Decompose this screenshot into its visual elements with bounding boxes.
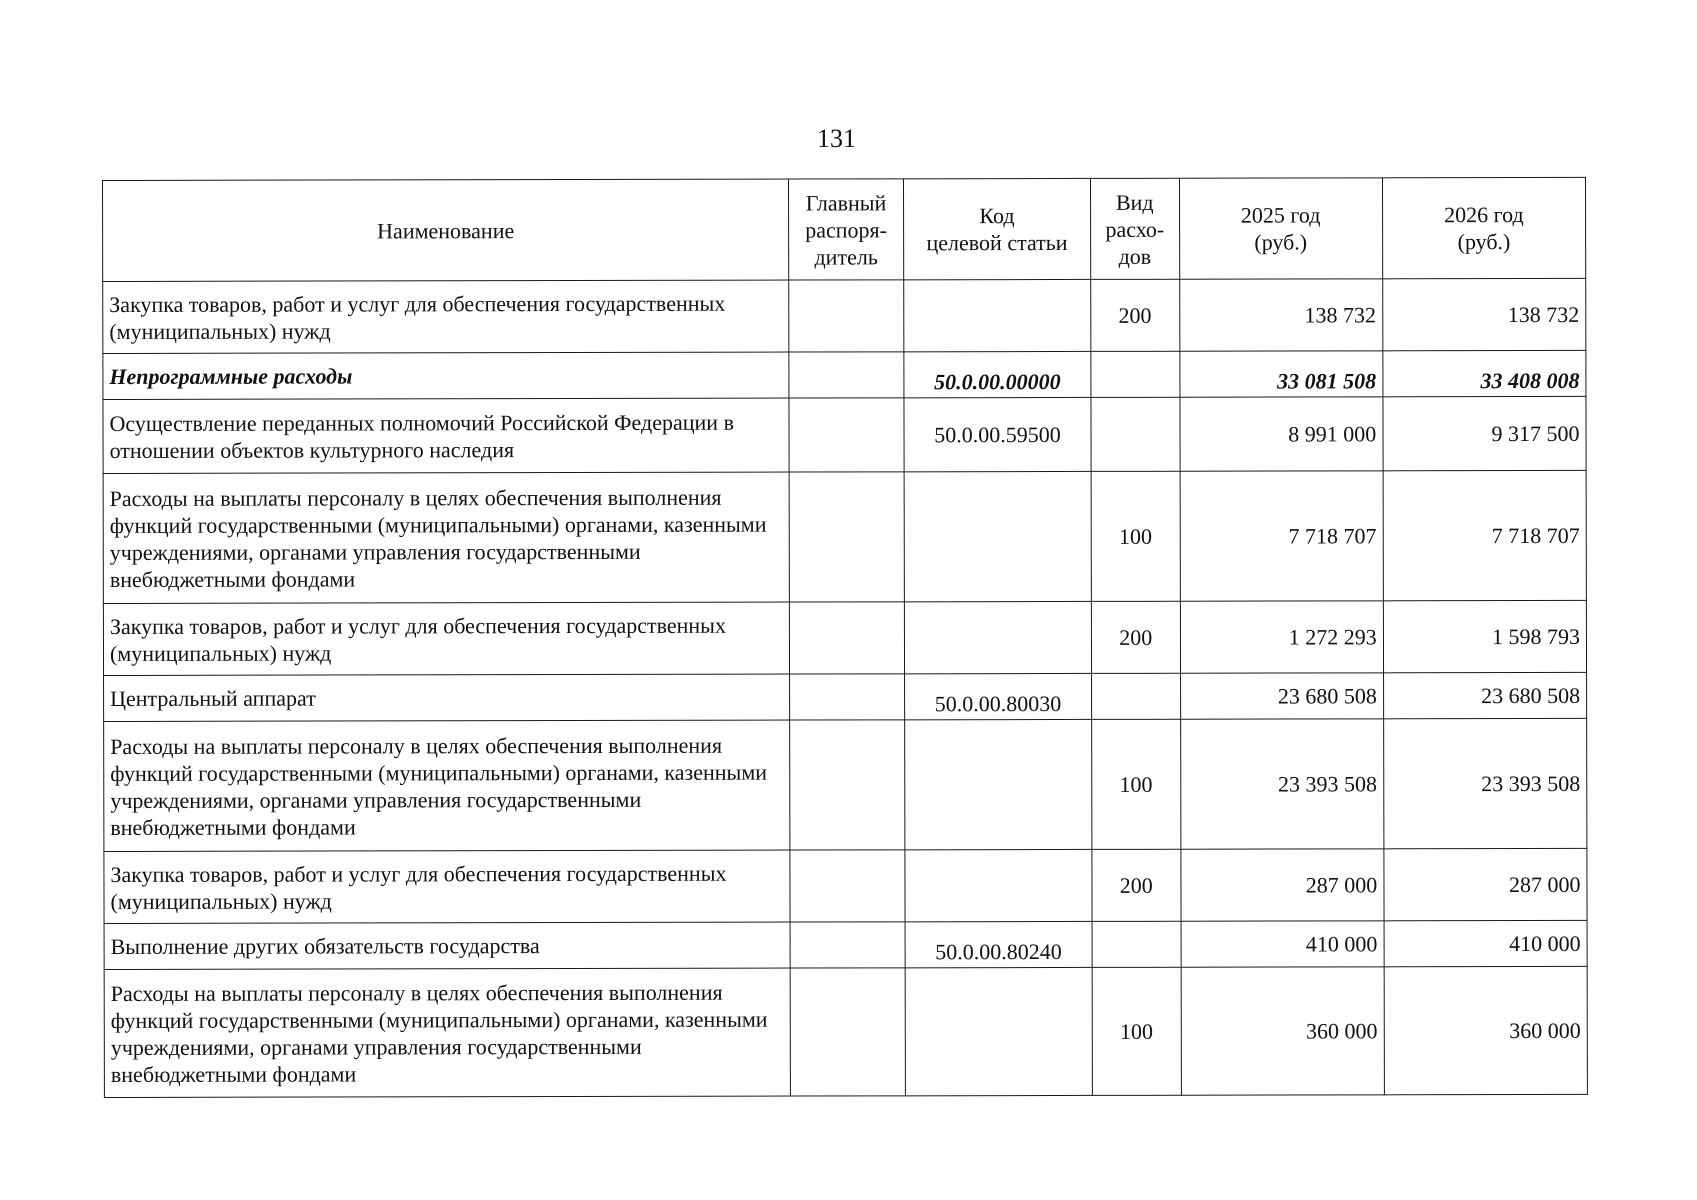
row-chief [789,398,904,472]
row-2025: 360 000 [1181,967,1384,1095]
row-name: Закупка товаров, работ и услуг для обеспечения государственных (муниципальных) нужд [104,850,790,923]
row-2026: 138 732 [1382,278,1585,350]
row-chief [789,472,904,602]
row-2025: 287 000 [1180,849,1383,921]
row-kind: 200 [1092,849,1181,921]
row-2026: 410 000 [1384,920,1587,966]
table-row [103,470,1586,603]
row-name: Закупка товаров, работ и услуг для обеспечения государственных (муниципальных) нужд [103,602,789,675]
row-code: 50.0.00.00000 [904,351,1091,397]
row-kind: 100 [1091,471,1180,601]
row-kind: 100 [1092,719,1181,849]
table-row [104,848,1587,923]
table-row-section [103,350,1586,399]
header-kind: Вид расхо- дов [1090,178,1179,279]
row-2026: 9 317 500 [1383,396,1586,470]
row-kind [1091,351,1180,397]
row-code: 50.0.00.80030 [904,673,1091,719]
row-code [904,279,1091,351]
table-row [104,718,1587,851]
row-chief [790,850,905,922]
row-kind [1092,921,1181,967]
row-code [905,967,1092,1095]
row-kind: 100 [1092,967,1181,1095]
row-2025: 138 732 [1179,279,1382,351]
row-2026: 23 393 508 [1383,718,1587,848]
row-kind [1091,397,1180,471]
row-chief [790,720,905,850]
row-2026: 33 408 008 [1383,350,1586,396]
row-2025: 410 000 [1181,921,1384,967]
row-2026: 287 000 [1384,848,1587,920]
budget-table [102,177,1588,1098]
row-chief [790,602,905,674]
header-chief: Главный распоря- дитель [789,179,904,280]
row-2026: 7 718 707 [1383,470,1587,600]
table-row [103,600,1586,675]
row-name: Непрограммные расходы [103,352,789,399]
table-row [104,672,1587,721]
header-code: Код целевой статьи [903,178,1090,279]
row-chief [789,280,904,352]
row-2026: 360 000 [1384,966,1588,1094]
page-number: 131 [817,124,856,153]
row-2025: 8 991 000 [1179,397,1382,471]
row-name: Осуществление переданных полномочий Российской Федерации в отношении объектов культурного наследия [103,398,789,473]
row-chief [790,674,905,720]
row-2025: 1 272 293 [1180,601,1383,673]
row-name: Центральный аппарат [104,674,790,721]
row-chief [789,352,904,398]
row-code: 50.0.00.59500 [904,397,1091,471]
row-name: Расходы на выплаты персоналу в целях обеспечения выполнения функций государственными (муниципальными) органами, казенными учреждениями, органами управления государственными внебюджетными фондами [104,968,790,1097]
row-2025: 7 718 707 [1180,471,1383,601]
row-code [904,719,1091,849]
row-kind: 200 [1091,279,1180,351]
row-code [904,471,1091,601]
row-code: 50.0.00.80240 [905,921,1092,967]
row-2025: 23 680 508 [1180,673,1383,719]
header-name: Наименование [103,179,789,281]
row-2026: 1 598 793 [1383,600,1586,672]
row-name: Расходы на выплаты персоналу в целях обеспечения выполнения функций государственными (муниципальными) органами, казенными учреждениями, органами управления государственными внебюджетными фондами [103,472,789,603]
row-2026: 23 680 508 [1383,672,1586,718]
row-name: Выполнение других обязательств государства [104,922,790,969]
header-2026: 2026 год (руб.) [1382,177,1585,278]
row-chief [790,922,905,968]
row-code [904,601,1091,673]
row-code [905,849,1092,921]
row-2025: 23 393 508 [1180,719,1383,849]
row-name: Закупка товаров, работ и услуг для обеспечения государственных (муниципальных) нужд [103,280,789,353]
table-row [103,396,1586,473]
row-name: Расходы на выплаты персоналу в целях обеспечения выполнения функций государственными (муниципальными) органами, казенными учреждениями, органами управления государственными внебюджетными фондами [104,720,790,851]
row-2025: 33 081 508 [1179,351,1382,397]
row-kind [1092,673,1181,719]
header-2025: 2025 год (руб.) [1179,178,1382,279]
row-chief [790,968,905,1096]
table-row [104,966,1587,1097]
table-row [103,278,1586,353]
table-header-row [103,177,1586,281]
row-kind: 200 [1091,601,1180,673]
table-row [104,920,1587,969]
